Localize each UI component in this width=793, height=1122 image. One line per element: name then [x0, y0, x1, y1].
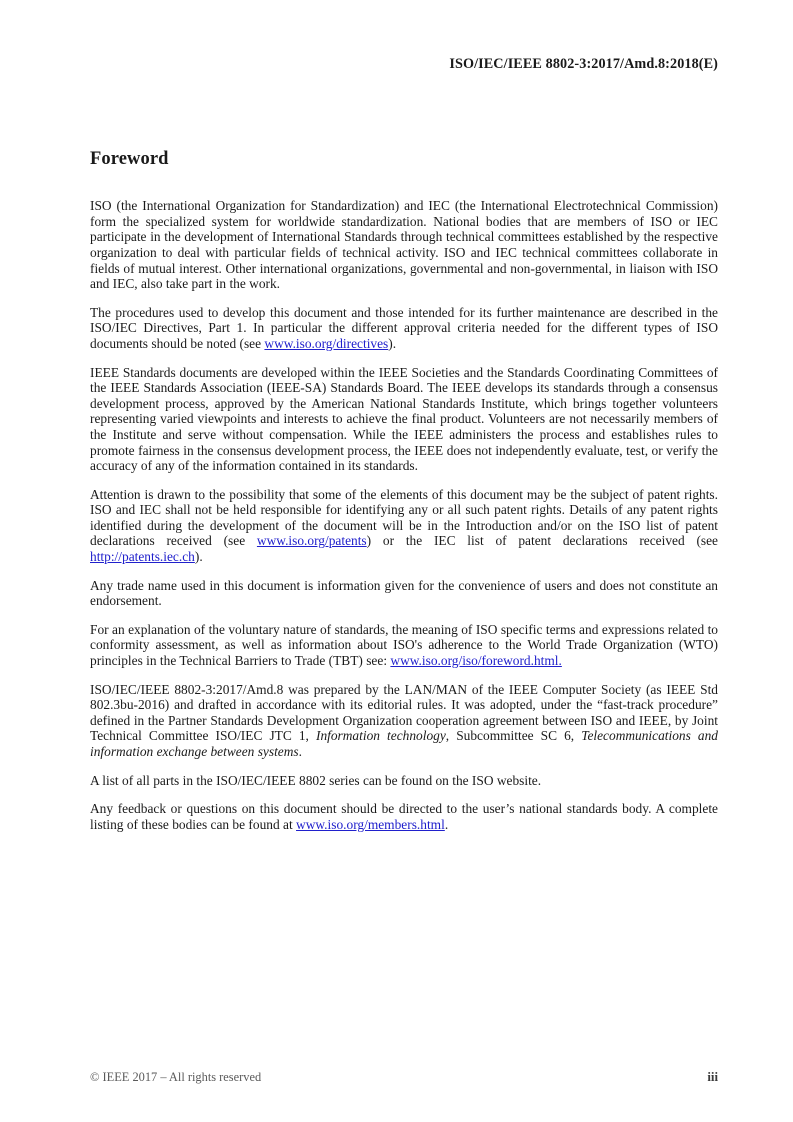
paragraph-wto-tbt — [90, 622, 718, 669]
link-iso-directives[interactable]: www.iso.org/directives — [264, 335, 389, 351]
page-number: iii — [707, 1070, 718, 1084]
paragraph-text-tail: . — [444, 816, 449, 832]
paragraph-text: The procedures used to develop this document and those intended for its further maintenance are described in the ISO/IEC Directives, Part 1. In particular the different approval criteria needed for the different types of ISO documents should be noted (see — [90, 304, 718, 351]
running-header-doc-reference: ISO/IEC/IEEE 8802-3:2017/Amd.8:2018(E) — [449, 56, 718, 72]
paragraph-iso-iec-introduction — [90, 198, 718, 292]
paragraph-text: Any trade name used in this document is information given for the convenience of users and does not constitute an endorsement. — [90, 577, 718, 609]
link-iso-patents[interactable]: www.iso.org/patents — [256, 533, 367, 549]
paragraph-procedures — [90, 305, 718, 352]
page-content — [90, 148, 718, 832]
paragraph-text-middle: ) or the IEC list of patent declarations received (see — [366, 533, 718, 549]
link-iso-foreword[interactable]: www.iso.org/iso/foreword.html. — [390, 653, 562, 669]
paragraph-text-middle: , Subcommittee SC 6, — [445, 728, 582, 744]
copyright-notice: © IEEE 2017 – All rights reserved — [90, 1070, 262, 1084]
paragraph-text: Any feedback or questions on this document should be directed to the user’s national standards body. A complete listing of these bodies can be found at — [90, 801, 718, 832]
paragraph-text: IEEE Standards documents are developed within the IEEE Societies and the Standards Coordinating Committees of the IEEE Standards Association (IEEE-SA) Standards Board. The IEEE develops its standards through a consensus development process, approved by the American National Standards Institute, which brings together volunteers representing varied viewpoints and interests to achieve the final product. Volunteers are not necessarily members of the Institute and serve without compensation. While the IEEE administers the process and establishes rules to promote fairness in the consensus development process, the IEEE does not independently evaluate, test, or verify the accuracy of any of the information contained in its standards. — [90, 364, 718, 474]
paragraph-trade-name — [90, 578, 718, 609]
page-footer — [90, 1070, 718, 1085]
paragraph-text: ISO (the International Organization for Standardization) and IEC (the International Electrotechnical Commission) form the specialized system for worldwide standardization. National bodies that are members of ISO or IEC participate in the development of International Standards through technical committees established by the respective organization to deal with particular fields of technical activity. ISO and IEC technical committees collaborate in fields of mutual interest. Other international organizations, governmental and non-governmental, in liaison with ISO and IEC, also take part in the work. — [90, 198, 718, 292]
page-title: Foreword — [90, 149, 169, 169]
paragraph-text: ISO/IEC/IEEE 8802-3:2017/Amd.8 was prepared by the LAN/MAN of the IEEE Computer Society (as IEEE Std 802.3bu-2016) and drafted in accordance with its editorial rules. It was adopted, under the “fast-track procedure” defined in the Partner Standards Development Organization cooperation agreement between ISO and IEEE, by Joint Technical Committee ISO/IEC JTC 1, — [90, 681, 718, 744]
subcommittee-title-telecommunications: Telecommunications and information exchange between systems — [90, 728, 718, 759]
paragraph-patent-rights — [90, 487, 718, 565]
paragraph-text: A list of all parts in the ISO/IEC/IEEE 8802 series can be found on the ISO website. — [90, 772, 542, 788]
paragraph-text-tail: . — [298, 744, 302, 759]
paragraph-text: Attention is drawn to the possibility that some of the elements of this document may be the subject of patent rights. ISO and IEC shall not be held responsible for identifying any or all such patent rights. Details of any patent rights identified during the development of the document will be in the Introduction and/or on the ISO list of patent declarations received (see — [90, 486, 718, 549]
paragraph-text: For an explanation of the voluntary nature of standards, the meaning of ISO specific terms and expressions related to conformity assessment, as well as information about ISO's adherence to the World Trade Organization (WTO) principles in the Technical Barriers to Trade (TBT) see: — [90, 621, 718, 669]
committee-title-information-technology: Information technology — [315, 728, 446, 744]
link-iso-members[interactable]: www.iso.org/members.html — [296, 816, 445, 832]
paragraph-feedback — [90, 801, 718, 832]
link-iec-patents[interactable]: http://patents.iec.ch — [90, 549, 195, 565]
paragraph-ieee-standards-process — [90, 365, 718, 474]
paragraph-document-preparation — [90, 682, 718, 760]
paragraph-text-tail: ). — [388, 335, 397, 351]
paragraph-text-tail: ). — [194, 549, 203, 565]
paragraph-list-of-parts — [90, 773, 718, 789]
